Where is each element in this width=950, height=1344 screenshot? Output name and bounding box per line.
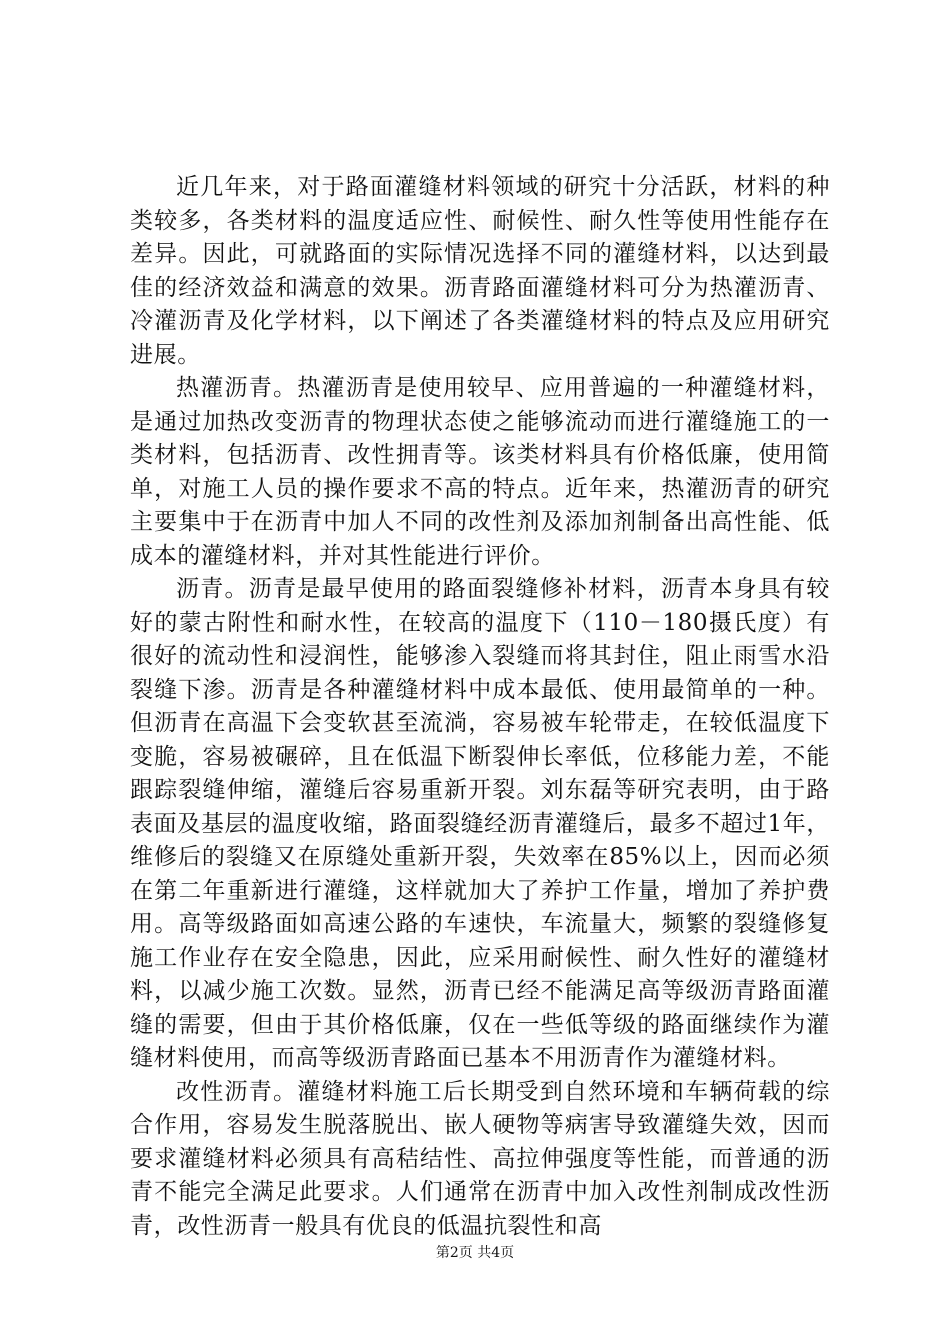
page-number-footer: 第2页 共4页 [435, 1245, 515, 1261]
paragraph-modified-asphalt: 改性沥青。灌缝材料施工后长期受到自然环境和车辆荷载的综合作用，容易发生脱落脱出、嵌人硬物等病害导致灌缝失效，因而要求灌缝材料必须具有高秸结性、高拉伸强度等性能，而普通的沥青不能完全满足此要求。人们通常在沥青中加入改性剂制成改性沥青，改性沥青一般具有优良的低温抗裂性和高 [130, 1078, 830, 1239]
document-body [130, 171, 830, 1243]
paragraph-intro: 近几年来，对于路面灌缝材料领域的研究十分活跃，材料的种类较多，各类材料的温度适应性、耐候性、耐久性等使用性能存在差异。因此，可就路面的实际情况选择不同的灌缝材料，以达到最佳的经济效益和满意的效果。沥青路面灌缝材料可分为热灌沥青、冷灌沥青及化学材料，以下阐述了各类灌缝材料的特点及应用研究进展。 [130, 174, 830, 368]
paragraph-hot-pour-asphalt: 热灌沥青。热灌沥青是使用较早、应用普遍的一种灌缝材料，是通过加热改变沥青的物理状态使之能够流动而进行灌缝施工的一类材料，包括沥青、改性拥青等。该类材料具有价格低廉，使用简单，对施工人员的操作要求不高的特点。近年来，热灌沥青的研究主要集中于在沥青中加人不同的改性剂及添加剂制备出高性能、低成本的灌缝材料，并对其性能进行评价。 [130, 375, 830, 569]
paragraph-asphalt: 沥青。沥青是最早使用的路面裂缝修补材料，沥青本身具有较好的蒙古附性和耐水性，在较高的温度下（110－180摄氏度）有很好的流动性和浸润性，能够渗入裂缝而将其封住，阻止雨雪水沿裂缝下渗。沥青是各种灌缝材料中成本最低、使用最简单的一种。但沥青在高温下会变软甚至流淌，容易被车轮带走，在较低温度下变脆，容易被碾碎，且在低温下断裂伸长率低，位移能力差，不能跟踪裂缝伸缩，灌缝后容易重新开裂。刘东磊等研究表明，由于路表面及基层的温度收缩，路面裂缝经沥青灌缝后，最多不超过1年，维修后的裂缝又在原缝处重新开裂，失效率在85%以上，因而必须在第二年重新进行灌缝，这样就加大了养护工作量，增加了养护费用。高等级路面如高速公路的车速快，车流量大，频繁的裂缝修复施工作业存在安全隐患，因此，应采用耐候性、耐久性好的灌缝材料，以减少施工次数。显然，沥青已经不能满足高等级沥青路面灌缝的需要，但由于其价格低廉，仅在一些低等级的路面继续作为灌缝材料使用，而高等级沥青路面已基本不用沥青作为灌缝材料。 [130, 576, 830, 1071]
